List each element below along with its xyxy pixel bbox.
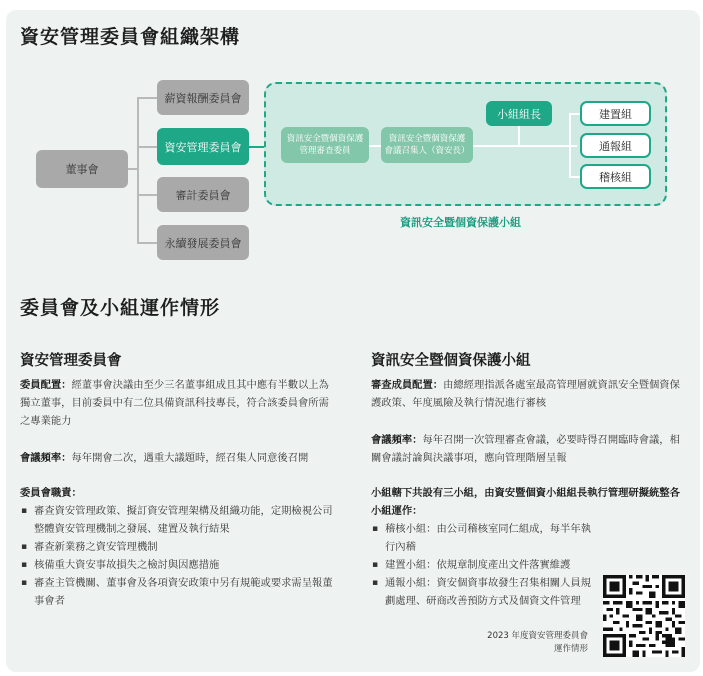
left-heading: 資安管理委員會	[20, 353, 122, 369]
left-frequency: 會議頻率：每年開會二次，遇重大議題時，經召集人同意後召開	[20, 452, 309, 464]
connector	[518, 126, 520, 146]
right-config: 審查成員配置：由總經理指派各處室最高管理層就資訊安全暨個資保護政策、年度風險及執行情況進行審核	[371, 379, 680, 409]
qr-code-icon[interactable]	[603, 575, 685, 657]
committee-box: 審計委員會	[157, 177, 249, 212]
connector	[569, 113, 580, 115]
section-title: 委員會及小組運作情形	[20, 297, 221, 319]
connector	[473, 145, 577, 147]
left-config: 委員配置：經董事會決議由至少三名董事組成且其中應有半數以上為獨立董事，目前委員中有二位具備資訊科技專長，符合該委員會所需之專業能力	[20, 379, 329, 427]
list-item: ▪ 審查主管機關、董事會及各項資安政策中另有規範或要求需呈報董事會者	[20, 574, 340, 610]
committee-box: 永續發展委員會	[157, 225, 249, 260]
list-item: ▪ 建置小組：依規章制度產出文件落實維護	[371, 556, 596, 574]
convener-box: 資訊安全暨個資保護 會議召集人（資安長）	[381, 127, 473, 163]
right-teams-list	[371, 520, 596, 610]
footnote: 2023 年度資安管理委員會 運作情形	[487, 631, 588, 654]
team-leader-box: 小組組長	[486, 101, 552, 126]
list-item: ▪ 通報小組：資安個資事故發生召集相關人員規劃處理、研商改善預防方式及個資文件管理	[371, 574, 596, 610]
list-item: ▪ 審查新業務之資安管理機制	[20, 538, 340, 556]
list-item: ▪ 稽核小組：由公司稽核室同仁組成，每半年執行內稽	[371, 520, 596, 556]
connector	[137, 242, 157, 244]
left-duties: 委員會職責： ▪ 審查資安管理政策、擬訂資安管理架構及組織功能，定期檢視公司整體資安管理機制之發展、建置及執行結果 ▪ 審查新業務之資安管理機制 ▪ 核備重大資安事故損失之檢討與因應措施 ▪ 審查主管機關、董事會及各項資安政策中另有規範或要求需呈報董事會者	[20, 484, 340, 610]
connector	[137, 194, 157, 196]
team-box-report: 通報組	[580, 133, 651, 158]
right-teams: 小組轄下共設有三小組，由資安暨個資小組組長執行管理研擬統整各小組運作：	[371, 487, 680, 517]
team-box-audit: 稽核組	[580, 164, 651, 189]
connector	[137, 146, 157, 148]
committee-box-security: 資安管理委員會	[157, 128, 249, 165]
list-item: ▪ 審查資安管理政策、擬訂資安管理架構及組織功能，定期檢視公司整體資安管理機制之發展、建置及執行結果	[20, 502, 340, 538]
list-item: ▪ 核備重大資安事故損失之檢討與因應措施	[20, 556, 340, 574]
review-member-box: 資訊安全暨個資保護 管理審查委員	[281, 127, 369, 163]
page-title: 資安管理委員會組織架構	[20, 26, 241, 48]
right-frequency: 會議頻率：每年召開一次管理審查會議，必要時得召開臨時會議，相關會議討論與決議事項，應向管理階層呈報	[371, 434, 680, 464]
connector	[369, 145, 381, 147]
connector	[137, 97, 157, 99]
committee-box: 薪資報酬委員會	[157, 80, 249, 115]
connector	[569, 113, 571, 177]
board-box: 董事會	[36, 150, 128, 188]
connector	[569, 176, 580, 178]
right-heading: 資訊安全暨個資保護小組	[371, 353, 531, 369]
connector	[249, 146, 264, 148]
connector	[137, 97, 139, 243]
group-caption: 資訊安全暨個資保護小組	[400, 216, 521, 229]
team-box-build: 建置組	[580, 101, 651, 126]
